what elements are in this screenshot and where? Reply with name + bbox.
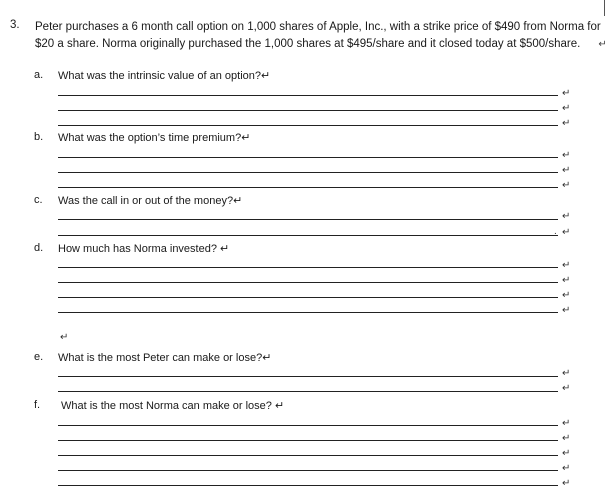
answer-line bbox=[58, 157, 558, 158]
return-mark-icon: ↵ bbox=[562, 275, 571, 286]
answer-line bbox=[58, 297, 558, 298]
part-c-letter: c. bbox=[34, 194, 43, 206]
answer-line bbox=[58, 312, 558, 313]
part-a-question: What was the intrinsic value of an option?↵ bbox=[58, 70, 271, 82]
return-mark-icon: ↵ bbox=[562, 150, 571, 161]
return-mark-icon: ↵ bbox=[562, 260, 571, 271]
answer-line bbox=[58, 470, 558, 471]
return-mark-icon: ↵ bbox=[562, 88, 571, 99]
part-d-question: How much has Norma invested? ↵ bbox=[58, 243, 230, 255]
return-mark-icon: ↵ bbox=[562, 383, 571, 394]
return-mark-icon: ↵ bbox=[562, 463, 571, 474]
return-mark-icon: ↵ bbox=[562, 478, 571, 489]
page-corner-mark bbox=[604, 0, 605, 16]
return-mark-icon: ↵ bbox=[562, 448, 571, 459]
return-mark-icon: ↵ bbox=[562, 211, 571, 222]
answer-line bbox=[58, 282, 558, 283]
return-mark-icon: ↵ bbox=[562, 165, 571, 176]
return-mark-icon: ↵ bbox=[562, 103, 571, 114]
return-mark-icon: ↵ bbox=[562, 290, 571, 301]
part-e-question: What is the most Peter can make or lose?↵ bbox=[58, 352, 272, 364]
return-mark-icon: ↵ bbox=[562, 305, 571, 316]
answer-line bbox=[58, 376, 558, 377]
part-b-letter: b. bbox=[34, 131, 44, 143]
answer-line bbox=[58, 440, 558, 441]
answer-line bbox=[58, 219, 558, 220]
question-text bbox=[35, 19, 607, 53]
question-number: 3. bbox=[10, 19, 20, 31]
answer-line bbox=[58, 125, 558, 126]
answer-line bbox=[58, 235, 558, 236]
paragraph-mark-icon: ↵ bbox=[598, 39, 607, 50]
return-mark-icon: ↵ bbox=[562, 368, 571, 379]
return-mark-icon: ↵ bbox=[562, 118, 571, 129]
answer-line bbox=[58, 391, 558, 392]
answer-line bbox=[58, 455, 558, 456]
answer-line bbox=[58, 172, 558, 173]
period-mark: . bbox=[554, 226, 557, 237]
answer-line bbox=[58, 425, 558, 426]
return-mark-icon: ↵ bbox=[562, 180, 571, 191]
part-f-question: What is the most Norma can make or lose? ↵ bbox=[61, 400, 285, 412]
return-mark-icon: ↵ bbox=[562, 433, 571, 444]
part-e-letter: e. bbox=[34, 351, 44, 363]
answer-line bbox=[58, 95, 558, 96]
return-mark-icon: ↵ bbox=[562, 418, 571, 429]
part-d-letter: d. bbox=[34, 242, 44, 254]
return-mark-icon: ↵ bbox=[60, 332, 69, 343]
answer-line bbox=[58, 187, 558, 188]
part-b-question: What was the option’s time premium?↵ bbox=[58, 132, 251, 144]
answer-line bbox=[58, 110, 558, 111]
part-a-letter: a. bbox=[34, 69, 44, 81]
part-f-letter: f. bbox=[34, 399, 41, 411]
question-body: Peter purchases a 6 month call option on 1,000 shares of Apple, Inc., with a strike price of $490 from Norma for $20 a share. Norma originally purchased the 1,000 shares at $495/share and it closed today at $500/share. bbox=[35, 21, 601, 50]
answer-line bbox=[58, 267, 558, 268]
answer-line bbox=[58, 485, 558, 486]
part-c-question: Was the call in or out of the money?↵ bbox=[58, 195, 243, 207]
return-mark-icon: ↵ bbox=[562, 227, 571, 238]
